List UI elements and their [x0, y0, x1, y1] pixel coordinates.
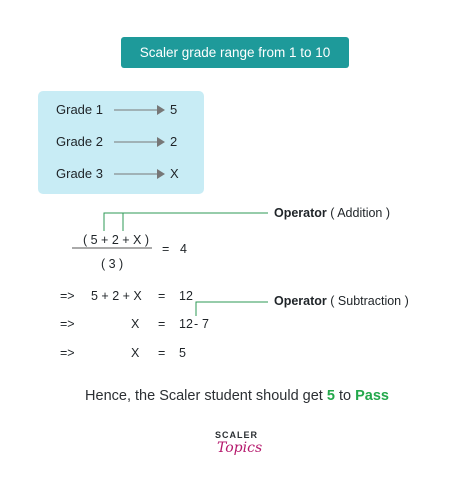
step-prefix: =>	[60, 317, 75, 331]
grades-panel	[38, 91, 204, 194]
fraction-result: 4	[180, 242, 187, 256]
step-right-a: 12	[179, 317, 193, 331]
logo-bottom-text: Topics	[217, 440, 263, 456]
arrow-right-icon	[114, 168, 166, 180]
conclusion-text	[0, 386, 474, 406]
grade-value: 2	[170, 134, 178, 149]
conclusion-result: Pass	[355, 388, 389, 404]
step-right: 12	[179, 289, 193, 303]
operator-type: ( Subtraction )	[326, 294, 409, 308]
step-left: 5 + 2 + X	[91, 289, 142, 303]
subtraction-connector	[196, 302, 268, 316]
operator-keyword: Operator	[274, 294, 327, 308]
fraction-denominator: ( 3 )	[101, 257, 124, 271]
grade-value: 5	[170, 102, 178, 117]
step-prefix: =>	[60, 289, 75, 303]
logo-top-text: SCALER	[215, 430, 259, 440]
step-operator: -	[194, 317, 199, 331]
operator-keyword: Operator	[274, 206, 327, 220]
operator-subtraction-label	[274, 293, 409, 309]
step-left: X	[131, 317, 140, 331]
addition-connector	[104, 213, 268, 231]
fraction-numerator: ( 5 + 2 + X )	[83, 233, 150, 247]
step-left: X	[131, 346, 140, 360]
equals-sign: =	[162, 242, 170, 256]
grade-row	[38, 164, 204, 184]
grade-label: Grade 3	[56, 166, 103, 181]
diagram-title: Scaler grade range from 1 to 10	[121, 37, 349, 68]
step-right: 5	[179, 346, 186, 360]
grade-row	[38, 100, 204, 120]
grade-value: X	[170, 166, 179, 181]
grade-label: Grade 2	[56, 134, 103, 149]
arrow-right-icon	[114, 104, 166, 116]
step-prefix: =>	[60, 346, 75, 360]
scaler-topics-logo	[205, 430, 269, 462]
conclusion-middle: to	[334, 388, 356, 404]
conclusion-value: 5	[326, 388, 335, 404]
grade-row	[38, 132, 204, 152]
step-right-b: 7	[202, 317, 209, 331]
operator-addition-label	[274, 205, 390, 221]
grade-label: Grade 1	[56, 102, 103, 117]
arrow-right-icon	[114, 136, 166, 148]
step-equals: =	[158, 289, 166, 303]
conclusion-prefix: Hence, the Scaler student should get	[85, 388, 327, 404]
step-equals: =	[158, 346, 166, 360]
step-equals: =	[158, 317, 166, 331]
operator-type: ( Addition )	[326, 206, 391, 220]
